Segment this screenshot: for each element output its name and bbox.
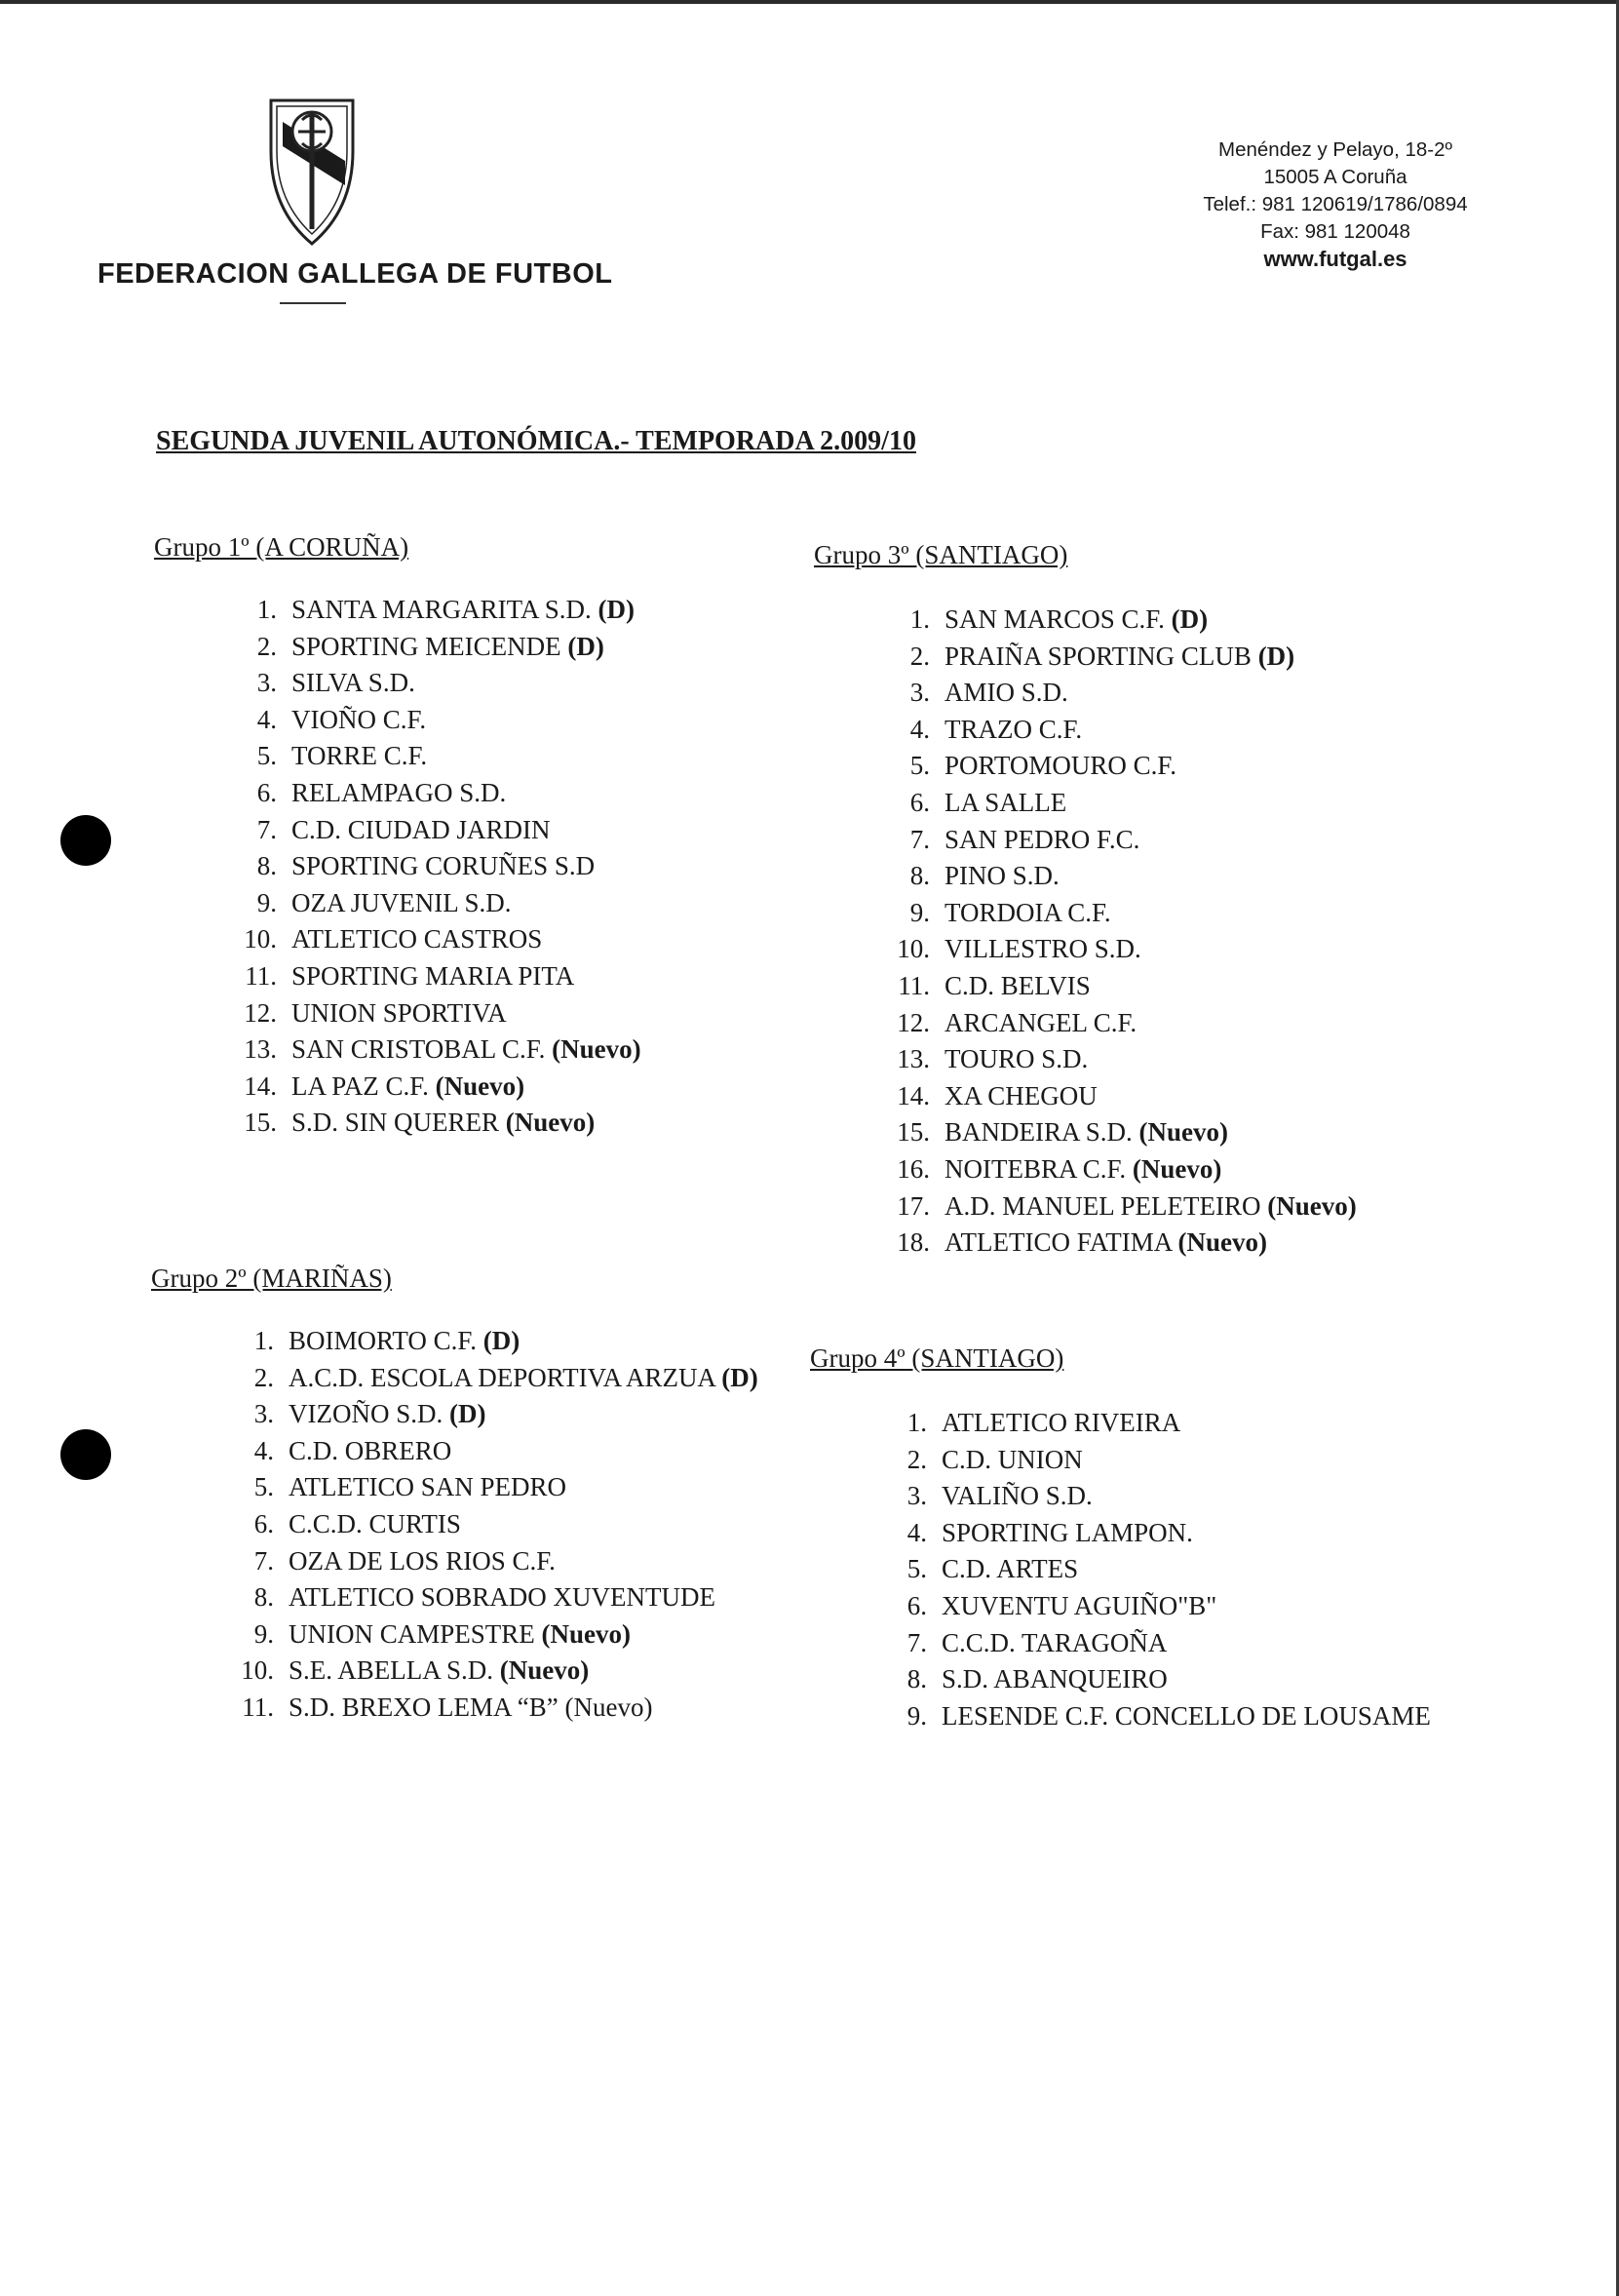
team-status-tag: (D) bbox=[1257, 641, 1295, 671]
team-name-cell bbox=[942, 1442, 1083, 1479]
team-name-cell bbox=[942, 1405, 1180, 1442]
website-link[interactable]: www.futgal.es bbox=[1263, 247, 1407, 271]
team-row bbox=[845, 1551, 1079, 1588]
team-name-cell bbox=[291, 665, 415, 702]
team-number: 6. bbox=[906, 1590, 927, 1620]
team-row bbox=[192, 1323, 520, 1360]
team-name: TOURO S.D. bbox=[944, 1044, 1089, 1074]
group-3 bbox=[814, 540, 1357, 1262]
team-number: 1. bbox=[256, 595, 277, 624]
team-name-cell bbox=[291, 702, 426, 739]
team-name-cell bbox=[944, 675, 1068, 712]
team-name-cell bbox=[944, 712, 1082, 749]
team-name: C.D. BELVIS bbox=[944, 970, 1091, 1000]
team-name-cell bbox=[942, 1551, 1078, 1588]
team-number: 14. bbox=[244, 1070, 277, 1101]
team-number: 15. bbox=[244, 1108, 277, 1138]
team-name: LESENDE C.F. CONCELLO DE LOUSAME bbox=[942, 1700, 1431, 1731]
team-status-tag: (D) bbox=[567, 631, 604, 661]
team-name: C.D. CIUDAD JARDIN bbox=[291, 814, 551, 844]
team-name: AMIO S.D. bbox=[944, 678, 1068, 708]
team-number: 2. bbox=[909, 641, 930, 671]
team-number: 3. bbox=[256, 668, 277, 698]
team-status-tag: (D) bbox=[449, 1399, 486, 1429]
team-name-cell bbox=[289, 1360, 758, 1397]
team-name: ATLETICO CASTROS bbox=[291, 924, 543, 954]
team-list bbox=[192, 1323, 758, 1727]
team-name: SPORTING CORUÑES S.D bbox=[291, 851, 596, 881]
team-name: PRAIÑA SPORTING CLUB bbox=[944, 641, 1252, 671]
team-name: S.D. SIN QUERER bbox=[291, 1108, 500, 1138]
team-name-cell bbox=[944, 931, 1141, 968]
team-number: 7. bbox=[906, 1627, 927, 1657]
team-row bbox=[848, 712, 1083, 749]
team-number: 9. bbox=[256, 887, 277, 917]
team-name: PINO S.D. bbox=[944, 861, 1060, 891]
team-number: 4. bbox=[909, 714, 930, 744]
team-status-tag: (Nuevo) bbox=[541, 1618, 632, 1649]
team-number: 1. bbox=[906, 1408, 927, 1437]
team-number: 5. bbox=[906, 1554, 927, 1584]
team-name-cell bbox=[944, 1151, 1221, 1188]
team-row bbox=[195, 592, 635, 629]
team-number: 11. bbox=[245, 960, 277, 991]
team-name-cell bbox=[289, 1396, 485, 1433]
team-name: SILVA S.D. bbox=[291, 668, 415, 698]
team-status-tag: (D) bbox=[597, 595, 635, 624]
team-name-cell bbox=[944, 1005, 1137, 1042]
team-row bbox=[848, 785, 1067, 822]
team-name-cell bbox=[944, 1078, 1098, 1115]
team-row bbox=[192, 1616, 632, 1654]
team-name: VILLESTRO S.D. bbox=[944, 934, 1141, 964]
fax-line: Fax: 981 120048 bbox=[1260, 220, 1410, 243]
team-number: 5. bbox=[909, 751, 930, 781]
team-number: 8. bbox=[909, 861, 930, 891]
punch-hole-lower bbox=[60, 1429, 111, 1480]
team-name: VALIÑO S.D. bbox=[942, 1481, 1093, 1511]
team-name: S.D. ABANQUEIRO bbox=[942, 1664, 1168, 1694]
team-name-cell bbox=[942, 1515, 1193, 1552]
team-name-cell bbox=[291, 1069, 524, 1106]
team-number: 9. bbox=[909, 897, 930, 927]
team-row bbox=[848, 858, 1067, 895]
team-row bbox=[195, 1069, 525, 1106]
team-name: C.D. OBRERO bbox=[289, 1435, 452, 1465]
team-name: PORTOMOURO C.F. bbox=[944, 751, 1177, 781]
organization-underline bbox=[280, 302, 346, 304]
team-name-cell bbox=[944, 1188, 1357, 1226]
team-name: S.E. ABELLA S.D. bbox=[289, 1655, 494, 1686]
team-row bbox=[845, 1442, 1083, 1479]
team-number: 5. bbox=[253, 1472, 274, 1502]
team-name: SPORTING LAMPON. bbox=[942, 1517, 1193, 1547]
team-row bbox=[845, 1588, 1217, 1625]
team-status-tag: (Nuevo) bbox=[505, 1108, 596, 1138]
team-row bbox=[192, 1653, 590, 1690]
team-number: 1. bbox=[909, 604, 930, 634]
team-name-cell bbox=[944, 858, 1060, 895]
team-name: ATLETICO FATIMA bbox=[944, 1227, 1172, 1258]
team-name-cell bbox=[291, 921, 542, 958]
team-status-tag: (Nuevo) bbox=[499, 1655, 590, 1686]
team-number: 3. bbox=[253, 1399, 274, 1429]
team-name-cell bbox=[289, 1543, 556, 1580]
team-row bbox=[195, 921, 543, 958]
phone-line: Telef.: 981 120619/1786/0894 bbox=[1203, 193, 1468, 215]
team-list bbox=[195, 592, 641, 1142]
team-list bbox=[848, 602, 1357, 1262]
team-row bbox=[848, 822, 1140, 859]
team-name: SAN PEDRO F.C. bbox=[944, 824, 1140, 854]
group-title: Grupo 2º (MARIÑAS) bbox=[151, 1264, 392, 1293]
team-number: 10. bbox=[244, 924, 277, 954]
team-status-tag: (Nuevo) bbox=[435, 1070, 525, 1101]
team-number: 15. bbox=[897, 1117, 930, 1148]
team-number: 13. bbox=[897, 1044, 930, 1074]
team-name: ATLETICO RIVEIRA bbox=[942, 1408, 1181, 1437]
team-name: ARCANGEL C.F. bbox=[944, 1007, 1137, 1037]
punch-hole-upper bbox=[60, 815, 111, 866]
team-name: NOITEBRA C.F. bbox=[944, 1153, 1127, 1184]
team-number: 17. bbox=[897, 1190, 930, 1221]
team-row bbox=[192, 1690, 653, 1727]
team-name-cell bbox=[942, 1661, 1168, 1698]
team-row bbox=[848, 639, 1295, 676]
team-number: 14. bbox=[897, 1080, 930, 1110]
team-name: VIOÑO C.F. bbox=[291, 704, 427, 734]
team-name-cell bbox=[291, 738, 427, 775]
team-row bbox=[192, 1469, 567, 1506]
address-line-1: Menéndez y Pelayo, 18-2º bbox=[1218, 138, 1452, 161]
team-row bbox=[192, 1543, 556, 1580]
team-row bbox=[848, 895, 1111, 932]
team-name-cell bbox=[942, 1588, 1216, 1625]
team-number: 11. bbox=[898, 970, 930, 1000]
team-row bbox=[195, 1105, 596, 1142]
team-row bbox=[845, 1625, 1168, 1662]
team-name: A.D. MANUEL PELETEIRO bbox=[944, 1190, 1261, 1221]
team-row bbox=[195, 885, 512, 922]
team-name-cell bbox=[289, 1323, 520, 1360]
team-number: 7. bbox=[253, 1545, 274, 1576]
team-name-cell bbox=[291, 1031, 641, 1069]
team-row bbox=[195, 665, 415, 702]
team-name-cell bbox=[289, 1690, 652, 1727]
team-status-tag: (Nuevo) bbox=[1138, 1117, 1229, 1148]
team-status-tag: (Nuevo) bbox=[1267, 1190, 1357, 1221]
team-name-cell bbox=[289, 1506, 461, 1543]
team-name-cell bbox=[944, 1114, 1228, 1151]
team-row bbox=[195, 775, 507, 812]
team-row bbox=[845, 1405, 1181, 1442]
team-number: 1. bbox=[253, 1326, 274, 1355]
team-row bbox=[848, 931, 1141, 968]
team-status-tag: (Nuevo) bbox=[1132, 1153, 1222, 1184]
contact-block bbox=[1150, 136, 1521, 273]
team-number: 2. bbox=[906, 1444, 927, 1474]
team-name-cell bbox=[291, 995, 507, 1032]
team-name-cell bbox=[291, 592, 635, 629]
team-name-cell bbox=[291, 885, 512, 922]
team-row bbox=[845, 1661, 1168, 1698]
team-name: LA SALLE bbox=[944, 787, 1067, 817]
team-name-cell bbox=[944, 748, 1176, 785]
team-name-cell bbox=[289, 1469, 566, 1506]
team-number: 2. bbox=[253, 1362, 274, 1392]
team-name-cell bbox=[289, 1433, 451, 1470]
team-name-cell bbox=[289, 1653, 589, 1690]
group-title: Grupo 3º (SANTIAGO) bbox=[814, 540, 1068, 569]
team-name: A.C.D. ESCOLA DEPORTIVA ARZUA bbox=[289, 1362, 715, 1392]
team-name-cell bbox=[944, 785, 1066, 822]
team-name: C.C.D. CURTIS bbox=[289, 1508, 461, 1538]
team-status-tag: (Nuevo) bbox=[1177, 1227, 1267, 1258]
team-name-cell bbox=[291, 1105, 595, 1142]
team-number: 8. bbox=[906, 1664, 927, 1694]
team-name-cell bbox=[289, 1579, 715, 1616]
team-name: XUVENTU AGUIÑO"B" bbox=[942, 1590, 1217, 1620]
team-row bbox=[192, 1506, 461, 1543]
team-number: 4. bbox=[906, 1517, 927, 1547]
team-row bbox=[195, 1031, 641, 1069]
group-2 bbox=[151, 1264, 758, 1727]
team-row bbox=[848, 1225, 1267, 1262]
team-name: ATLETICO SOBRADO XUVENTUDE bbox=[289, 1582, 715, 1613]
team-name: TORRE C.F. bbox=[291, 741, 428, 771]
team-number: 2. bbox=[256, 631, 277, 661]
team-name: C.D. UNION bbox=[942, 1444, 1083, 1474]
team-number: 8. bbox=[253, 1582, 274, 1613]
team-name: TORDOIA C.F. bbox=[944, 897, 1111, 927]
team-row bbox=[848, 1078, 1098, 1115]
team-row bbox=[195, 738, 428, 775]
team-row bbox=[845, 1515, 1193, 1552]
team-number: 6. bbox=[256, 777, 277, 807]
team-number: 8. bbox=[256, 851, 277, 881]
team-name: LA PAZ C.F. bbox=[291, 1070, 429, 1101]
team-number: 16. bbox=[897, 1153, 930, 1184]
team-row bbox=[848, 1041, 1089, 1078]
team-row bbox=[195, 995, 507, 1032]
federation-crest-icon bbox=[263, 93, 361, 249]
group-title: Grupo 4º (SANTIAGO) bbox=[810, 1343, 1064, 1373]
team-name: TRAZO C.F. bbox=[944, 714, 1083, 744]
team-name: UNION SPORTIVA bbox=[291, 997, 507, 1028]
team-row bbox=[192, 1433, 452, 1470]
team-number: 5. bbox=[256, 741, 277, 771]
team-number: 3. bbox=[909, 678, 930, 708]
team-name: XA CHEGOU bbox=[944, 1080, 1098, 1110]
team-name: SANTA MARGARITA S.D. bbox=[291, 595, 592, 624]
team-name-cell bbox=[944, 895, 1111, 932]
team-row bbox=[848, 748, 1177, 785]
team-row bbox=[848, 1151, 1222, 1188]
team-row bbox=[848, 1114, 1229, 1151]
team-number: 10. bbox=[897, 934, 930, 964]
team-number: 3. bbox=[906, 1481, 927, 1511]
team-row bbox=[195, 848, 596, 885]
group-4 bbox=[810, 1343, 1431, 1734]
team-name: S.D. BREXO LEMA “B” (Nuevo) bbox=[289, 1692, 653, 1722]
team-name-cell bbox=[942, 1478, 1093, 1515]
team-number: 9. bbox=[253, 1618, 274, 1649]
team-name-cell bbox=[944, 639, 1294, 676]
team-row bbox=[845, 1698, 1431, 1735]
team-row bbox=[192, 1396, 486, 1433]
team-number: 12. bbox=[897, 1007, 930, 1037]
team-row bbox=[848, 1005, 1137, 1042]
team-name-cell bbox=[291, 775, 506, 812]
team-name: ATLETICO SAN PEDRO bbox=[289, 1472, 567, 1502]
team-number: 4. bbox=[253, 1435, 274, 1465]
document-title: SEGUNDA JUVENIL AUTONÓMICA.- TEMPORADA 2.009/10 bbox=[156, 426, 916, 456]
team-name: SAN CRISTOBAL C.F. bbox=[291, 1034, 546, 1065]
scan-top-edge bbox=[0, 0, 1619, 4]
team-name-cell bbox=[289, 1616, 631, 1654]
organization-name: FEDERACION GALLEGA DE FUTBOL bbox=[97, 258, 613, 290]
team-name-cell bbox=[291, 629, 604, 666]
team-status-tag: (D) bbox=[721, 1362, 758, 1392]
team-name: BOIMORTO C.F. bbox=[289, 1326, 478, 1355]
team-list bbox=[845, 1405, 1431, 1734]
team-number: 7. bbox=[256, 814, 277, 844]
team-number: 6. bbox=[253, 1508, 274, 1538]
team-status-tag: (Nuevo) bbox=[552, 1034, 641, 1065]
group-title: Grupo 1º (A CORUÑA) bbox=[154, 532, 409, 562]
team-name-cell bbox=[942, 1698, 1431, 1735]
team-row bbox=[192, 1579, 715, 1616]
team-name: C.C.D. TARAGOÑA bbox=[942, 1627, 1168, 1657]
team-name: RELAMPAGO S.D. bbox=[291, 777, 507, 807]
team-status-tag: (D) bbox=[482, 1326, 520, 1355]
team-row bbox=[848, 1188, 1357, 1226]
team-name: OZA DE LOS RIOS C.F. bbox=[289, 1545, 556, 1576]
team-number: 13. bbox=[244, 1034, 277, 1065]
team-name: BANDEIRA S.D. bbox=[944, 1117, 1133, 1148]
team-row bbox=[848, 675, 1067, 712]
team-number: 9. bbox=[906, 1700, 927, 1731]
team-number: 4. bbox=[256, 704, 277, 734]
team-name: SPORTING MARIA PITA bbox=[291, 960, 575, 991]
team-row bbox=[195, 702, 427, 739]
team-name-cell bbox=[944, 822, 1139, 859]
team-name: OZA JUVENIL S.D. bbox=[291, 887, 512, 917]
team-name: C.D. ARTES bbox=[942, 1554, 1079, 1584]
team-row bbox=[848, 602, 1209, 639]
team-name-cell bbox=[944, 1225, 1267, 1262]
team-name-cell bbox=[944, 968, 1091, 1005]
team-row bbox=[195, 958, 575, 995]
team-number: 10. bbox=[241, 1655, 274, 1686]
team-name: SPORTING MEICENDE bbox=[291, 631, 561, 661]
team-status-tag: (D) bbox=[1171, 604, 1209, 634]
team-name-cell bbox=[944, 1041, 1088, 1078]
team-name: VIZOÑO S.D. bbox=[289, 1399, 443, 1429]
team-row bbox=[195, 812, 551, 849]
team-name-cell bbox=[291, 958, 574, 995]
team-name: SAN MARCOS C.F. bbox=[944, 604, 1165, 634]
team-name-cell bbox=[942, 1625, 1167, 1662]
team-row bbox=[192, 1360, 758, 1397]
team-name-cell bbox=[291, 848, 595, 885]
team-number: 11. bbox=[242, 1692, 274, 1722]
team-number: 6. bbox=[909, 787, 930, 817]
team-number: 18. bbox=[897, 1227, 930, 1258]
team-number: 12. bbox=[244, 997, 277, 1028]
group-1 bbox=[154, 532, 641, 1142]
team-row bbox=[848, 968, 1091, 1005]
team-row bbox=[845, 1478, 1093, 1515]
team-number: 7. bbox=[909, 824, 930, 854]
team-name-cell bbox=[944, 602, 1208, 639]
team-row bbox=[195, 629, 604, 666]
team-name: UNION CAMPESTRE bbox=[289, 1618, 535, 1649]
address-line-2: 15005 A Coruña bbox=[1263, 166, 1407, 188]
team-name-cell bbox=[291, 812, 551, 849]
